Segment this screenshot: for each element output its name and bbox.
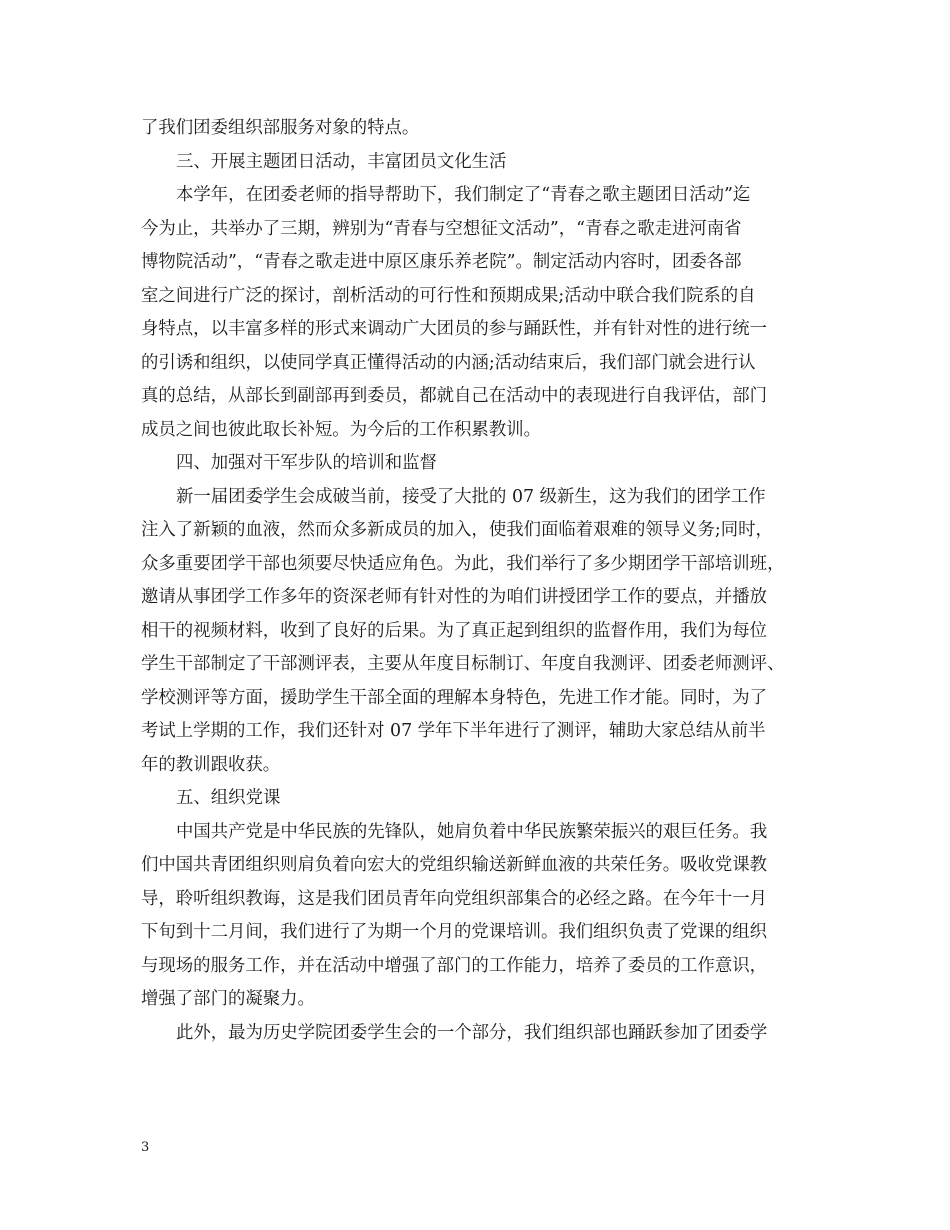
text-line: 了我们团委组织部服务对象的特点。 bbox=[141, 118, 420, 138]
text-line: 中国共产党是中华民族的先锋队，她肩负着中华民族繁荣振兴的艰巨任务。我 bbox=[176, 821, 768, 842]
text-line: 室之间进行广泛的探讨，剖析活动的可行性和预期成果;活动中联合我们院系的自 bbox=[141, 285, 756, 306]
text-line: 年的教训跟收获。 bbox=[141, 754, 281, 775]
text-line: 成员之间也彼此取长补短。为今后的工作积累教训。 bbox=[141, 419, 541, 440]
text-line: 今为止，共举办了三期，辨别为“青春与空想征文活动”，“青春之歌走进河南省 bbox=[141, 218, 742, 239]
text-line: 新一届团委学生会成破当前，接受了大批的 07 级新生，这为我们的团学工作 bbox=[176, 486, 766, 507]
text-line: 的引诱和组织，以使同学真正懂得活动的内涵;活动结束后，我们部门就会进行认 bbox=[141, 352, 756, 373]
text-line: 本学年，在团委老师的指导帮助下，我们制定了“青春之歌主题团日活动”迄 bbox=[176, 185, 751, 205]
page-number: 3 bbox=[141, 1140, 150, 1155]
text-line: 导，聆听组织教诲，这是我们团员青年向党组织部集合的必经之路。在今年十一月 bbox=[141, 888, 768, 909]
text-line: 身特点，以丰富多样的形式来调动广大团员的参与踊跃性，并有针对性的进行统一 bbox=[141, 319, 768, 339]
text-line: 五、组织党课 bbox=[176, 788, 281, 808]
text-line: 考试上学期的工作，我们还针对 07 学年下半年进行了测评，辅助大家总结从前半 bbox=[141, 721, 766, 741]
text-line: 此外，最为历史学院团委学生会的一个部分，我们组织部也踊跃参加了团委学 bbox=[176, 1022, 768, 1043]
text-line: 下旬到十二月间，我们进行了为期一个月的党课培训。我们组织负责了党课的组织 bbox=[141, 922, 768, 942]
text-line: 学校测评等方面，援助学生干部全面的理解本身特色，先进工作才能。同时，为了 bbox=[141, 687, 768, 708]
text-line: 学生干部制定了干部测评表，主要从年度目标制订、年度自我测评、团委老师测评、 bbox=[141, 654, 785, 674]
text-line: 三、开展主题团日活动，丰富团员文化生活 bbox=[176, 151, 507, 172]
text-line: 四、加强对干军步队的培训和监督 bbox=[176, 453, 437, 473]
text-line: 博物院活动”，“青春之歌走进中原区康乐养老院”。制定活动内容时，团委各部 bbox=[141, 252, 742, 272]
text-line: 注入了新颖的血液，然而众多新成员的加入，使我们面临着艰难的领导义务;同时， bbox=[141, 520, 773, 540]
text-line: 真的总结，从部长到副部再到委员，都就自己在活动中的表现进行自我评估，部门 bbox=[141, 386, 768, 406]
text-line: 们中国共青团组织则肩负着向宏大的党组织输送新鲜血液的共荣任务。吸收党课教 bbox=[141, 855, 768, 875]
text-line: 相干的视频材料，收到了良好的后果。为了真正起到组织的监督作用，我们为每位 bbox=[141, 620, 768, 641]
document-body bbox=[141, 112, 821, 1050]
text-line: 众多重要团学干部也须要尽快适应角色。为此，我们举行了多少期团学干部培训班， bbox=[141, 553, 785, 574]
text-line: 增强了部门的凝聚力。 bbox=[141, 989, 315, 1009]
text-line: 与现场的服务工作，并在活动中增强了部门的工作能力，培养了委员的工作意识， bbox=[141, 955, 768, 976]
text-line: 邀请从事团学工作多年的资深老师有针对性的为咱们讲授团学工作的要点，并播放 bbox=[141, 587, 768, 607]
